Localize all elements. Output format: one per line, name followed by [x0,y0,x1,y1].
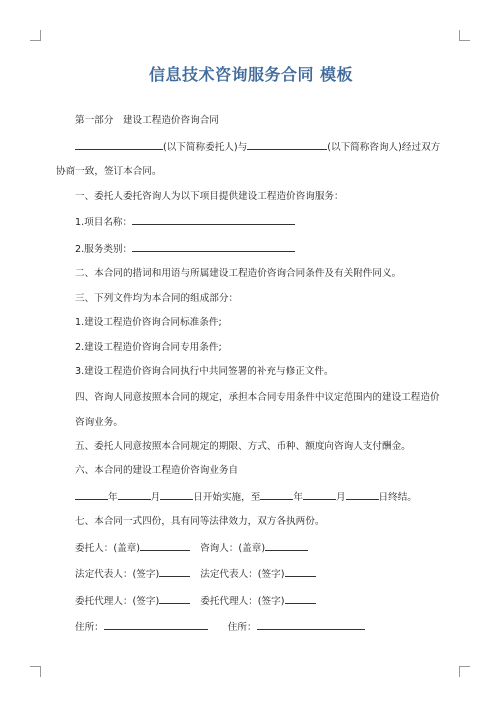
project-name-line: 1.项目名称： [56,215,446,229]
crop-mark-bottom-right [459,666,470,677]
crop-mark-top-left [30,30,41,41]
end-year-blank[interactable] [260,490,293,500]
sign-line-address: 住所： 住所： [56,620,446,634]
client-agent-blank[interactable] [159,594,190,604]
clause-4: 四、咨询人同意按照本合同的规定，承担本合同专用条件中议定范围内的建设工程造价咨询业务。 [75,391,440,428]
start-month-blank[interactable] [118,490,151,500]
doc-item-2: 2.建设工程造价咨询合同专用条件; [75,341,222,353]
clause-3: 三、下列文件均为本合同的组成部分： [75,292,239,304]
clause-7: 七、本合同一式四份，具有同等法律效力，双方各执两份。 [75,516,325,527]
sign-line-legal: 法定代表人：(签字) 法定代表人：(签字) [56,567,446,581]
sign-line-parties: 委托人：(盖章) 咨询人：(盖章) [56,541,446,555]
consultant-address-blank[interactable] [257,620,365,630]
crop-mark-bottom-left [30,666,41,677]
doc-item-3: 3.建设工程造价咨询合同执行中共同签署的补充与修正文件。 [75,366,334,377]
client-name-blank[interactable] [75,140,163,150]
start-year-blank[interactable] [75,490,108,500]
client-address-blank[interactable] [104,620,208,630]
end-day-blank[interactable] [346,490,379,500]
consultant-name-blank[interactable] [247,140,327,150]
doc-item-1: 1.建设工程造价咨询合同标准条件; [75,317,222,328]
clause-1: 一、委托人委托咨询人为以下项目提供建设工程造价咨询服务： [75,190,344,202]
clause-5: 五、委托人同意按照本合同规定的期限、方式、币种、额度向咨询人支付酬金。 [75,440,411,452]
consultant-legal-rep-blank[interactable] [285,567,316,577]
client-seal-blank[interactable] [140,541,190,551]
part-heading: 第一部分 建设工程造价咨询合同 [75,115,219,126]
intro-line-2: 协商一致，签订本合同。 [56,166,162,177]
end-month-blank[interactable] [303,490,336,500]
service-type-line: 2.服务类别： [56,242,446,256]
consultant-agent-blank[interactable] [285,594,316,604]
document-page [56,62,446,647]
sign-line-agent: 委托代理人：(签字) 委托代理人：(签字) [56,594,446,608]
project-name-blank[interactable] [132,215,295,225]
intro-line: (以下简称委托人)与 (以下简称咨询人)经过双方 [56,140,446,154]
client-legal-rep-blank[interactable] [159,567,190,577]
document-title: 信息技术咨询服务合同 模板 [148,65,354,84]
clause-6: 六、本合同的建设工程造价咨询业务自 [75,465,239,476]
crop-mark-top-right [459,30,470,41]
consultant-seal-blank[interactable] [265,541,308,551]
date-line: 年 月 日开始实施，至 年 月 日终结。 [56,490,446,504]
service-type-blank[interactable] [132,242,295,252]
start-day-blank[interactable] [160,490,193,500]
clause-2: 二、本合同的措词和用语与所属建设工程造价咨询合同条件及有关附件同义。 [75,268,402,279]
